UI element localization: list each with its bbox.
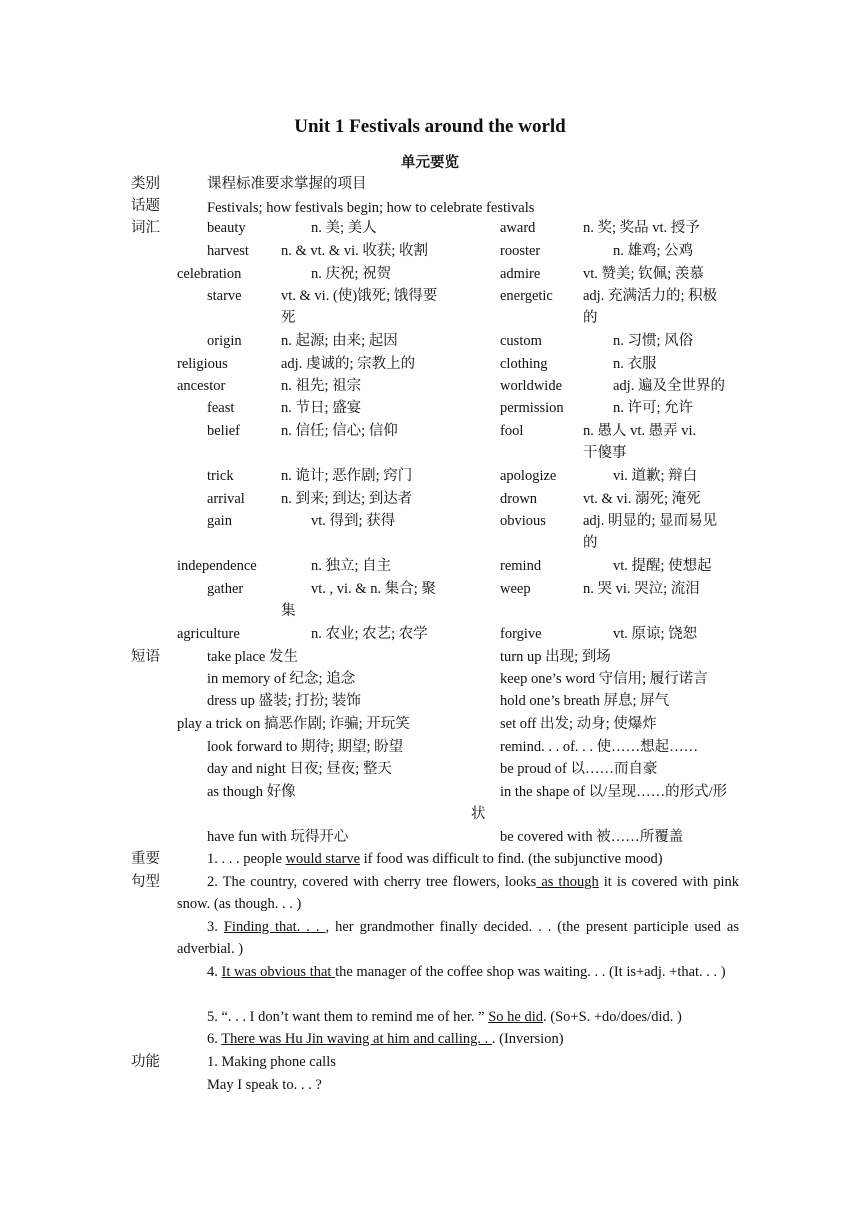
vocab-word: energetic xyxy=(500,288,553,304)
vocab-label: 词汇 xyxy=(131,220,160,236)
phrase-item: remind. . . of. . . 使……想起…… xyxy=(500,739,699,755)
functions-label: 功能 xyxy=(131,1054,160,1070)
vocab-def: n. 祖先; 祖宗 xyxy=(281,378,362,394)
vocab-def-cont: 死 xyxy=(281,310,296,326)
vocab-word: rooster xyxy=(500,243,541,259)
vocab-word: weep xyxy=(500,581,531,597)
vocab-def: n. 习惯; 风俗 xyxy=(613,333,694,349)
vocab-def: n. 愚人 vt. 愚弄 vi. xyxy=(583,423,697,439)
vocab-def: vt. 提醒; 使想起 xyxy=(613,558,712,574)
phrase-item: in memory of 纪念; 追念 xyxy=(207,671,356,687)
vocab-def: vt. 原谅; 饶恕 xyxy=(613,626,698,642)
phrases-label: 短语 xyxy=(131,649,160,665)
vocab-def: n. 衣服 xyxy=(613,356,657,372)
vocab-word: gather xyxy=(207,581,244,597)
vocab-word: fool xyxy=(500,423,524,439)
vocab-word: harvest xyxy=(207,243,249,259)
vocab-word: worldwide xyxy=(500,378,563,394)
vocab-word: religious xyxy=(177,356,228,372)
phrase-item: keep one’s word 守信用; 履行诺言 xyxy=(500,671,708,687)
vocab-def: adj. 遍及全世界的 xyxy=(613,378,725,394)
sentences-label: 重要 xyxy=(131,851,160,867)
phrase-item: as though 好像 xyxy=(207,784,296,800)
vocab-word: apologize xyxy=(500,468,557,484)
vocab-def: n. 哭 vi. 哭泣; 流泪 xyxy=(583,581,700,597)
vocab-def: n. 独立; 自主 xyxy=(311,558,392,574)
vocab-def: n. 农业; 农艺; 农学 xyxy=(311,626,428,642)
vocab-def-cont: 干傻事 xyxy=(583,445,627,461)
phrase-item: play a trick on 搞恶作剧; 诈骗; 开玩笑 xyxy=(177,716,410,732)
vocab-def: vt. , vi. & n. 集合; 聚 xyxy=(311,581,436,597)
vocab-word: arrival xyxy=(207,491,245,507)
function-item: May I speak to. . . ? xyxy=(207,1077,322,1093)
phrase-item: turn up 出现; 到场 xyxy=(500,649,611,665)
vocab-def: n. 庆祝; 祝贺 xyxy=(311,266,392,282)
vocab-def: n. 许可; 允许 xyxy=(613,400,694,416)
vocab-def: adj. 虔诚的; 宗教上的 xyxy=(281,356,416,372)
vocab-def-cont: 的 xyxy=(583,310,598,326)
vocab-word: beauty xyxy=(207,220,246,236)
sentence-item: 4. It was obvious that the manager of the coffee shop was waiting. . . (It is+adj. +that. . . ) xyxy=(207,964,726,980)
phrase-item: hold one’s breath 屏息; 屏气 xyxy=(500,693,670,709)
vocab-def: n. 雄鸡; 公鸡 xyxy=(613,243,694,259)
sentence-item: 2. The country, covered with cherry tree flowers, looks as though it is covered with pink snow. (as though. . . ) xyxy=(177,874,740,912)
vocab-def-cont: 集 xyxy=(281,603,296,619)
phrase-item-cont: 状 xyxy=(471,806,486,822)
vocab-def: n. 节日; 盛宴 xyxy=(281,400,362,416)
phrase-item: look forward to 期待; 期望; 盼望 xyxy=(207,739,404,755)
vocab-def: vt. & vi. (使)饿死; 饿得要 xyxy=(281,288,438,304)
vocab-word: starve xyxy=(207,288,242,304)
phrase-item: take place 发生 xyxy=(207,649,298,665)
vocab-word: celebration xyxy=(177,266,242,282)
topic-content: Festivals; how festivals begin; how to celebrate festivals xyxy=(207,200,535,216)
sentence-item: 3. Finding that. . . , her grandmother finally decided. . . (the present participle used as adverbial. ) xyxy=(177,919,740,957)
vocab-def: vt. 得到; 获得 xyxy=(311,513,396,529)
vocab-def: n. 起源; 由来; 起因 xyxy=(281,333,398,349)
vocab-word: agriculture xyxy=(177,626,240,642)
sentence-item: 6. There was Hu Jin waving at him and calling. . . (Inversion) xyxy=(207,1031,564,1047)
vocab-word: belief xyxy=(207,423,241,439)
sentences-label: 句型 xyxy=(131,874,160,890)
vocab-word: clothing xyxy=(500,356,548,372)
vocab-def: vt. 赞美; 钦佩; 羡慕 xyxy=(583,266,704,282)
vocab-word: remind xyxy=(500,558,542,574)
phrase-item: day and night 日夜; 昼夜; 整天 xyxy=(207,761,392,777)
sentence-item: 1. . . . people would starve if food was difficult to find. (the subjunctive mood) xyxy=(207,851,663,867)
vocab-def: n. 奖; 奖品 vt. 授予 xyxy=(583,220,700,236)
vocab-word: custom xyxy=(500,333,542,349)
vocab-word: admire xyxy=(500,266,541,282)
vocab-def: n. 信任; 信心; 信仰 xyxy=(281,423,398,439)
page-title: Unit 1 Festivals around the world xyxy=(294,116,566,137)
vocab-word: permission xyxy=(500,400,564,416)
phrase-item: be proud of 以……而自豪 xyxy=(500,761,658,777)
vocab-def: n. 美; 美人 xyxy=(311,220,377,236)
vocab-def: vt. & vi. 溺死; 淹死 xyxy=(583,491,701,507)
header-content: 课程标准要求掌握的项目 xyxy=(207,176,367,192)
function-item: 1. Making phone calls xyxy=(207,1054,336,1070)
vocab-word: ancestor xyxy=(177,378,226,394)
vocab-word: forgive xyxy=(500,626,542,642)
section-subtitle: 单元要览 xyxy=(401,155,459,171)
vocab-def: vi. 道歉; 辩白 xyxy=(613,468,698,484)
vocab-word: obvious xyxy=(500,513,546,529)
category-label: 类别 xyxy=(131,176,160,192)
sentence-item: 5. “. . . I don’t want them to remind me of her. ” So he did. (So+S. +do/does/did. ) xyxy=(207,1009,682,1025)
vocab-def-cont: 的 xyxy=(583,535,598,551)
phrase-item: in the shape of 以/呈现……的形式/形 xyxy=(500,784,728,800)
vocab-def: n. 到来; 到达; 到达者 xyxy=(281,491,413,507)
vocab-word: origin xyxy=(207,333,242,349)
vocab-def: n. 诡计; 恶作剧; 窍门 xyxy=(281,468,413,484)
phrase-item: have fun with 玩得开心 xyxy=(207,829,349,845)
phrase-item: set off 出发; 动身; 使爆炸 xyxy=(500,716,657,732)
vocab-word: gain xyxy=(207,513,232,529)
vocab-def: adj. 充满活力的; 积极 xyxy=(583,288,718,304)
vocab-word: drown xyxy=(500,491,538,507)
vocab-def: adj. 明显的; 显而易见 xyxy=(583,513,718,529)
vocab-word: feast xyxy=(207,400,235,416)
vocab-word: trick xyxy=(207,468,234,484)
vocab-word: independence xyxy=(177,558,257,574)
topic-label: 话题 xyxy=(131,198,160,214)
vocab-def: n. & vt. & vi. 收获; 收割 xyxy=(281,243,429,259)
phrase-item: dress up 盛装; 打扮; 装饰 xyxy=(207,693,361,709)
phrase-item: be covered with 被……所覆盖 xyxy=(500,829,684,845)
vocab-word: award xyxy=(500,220,536,236)
